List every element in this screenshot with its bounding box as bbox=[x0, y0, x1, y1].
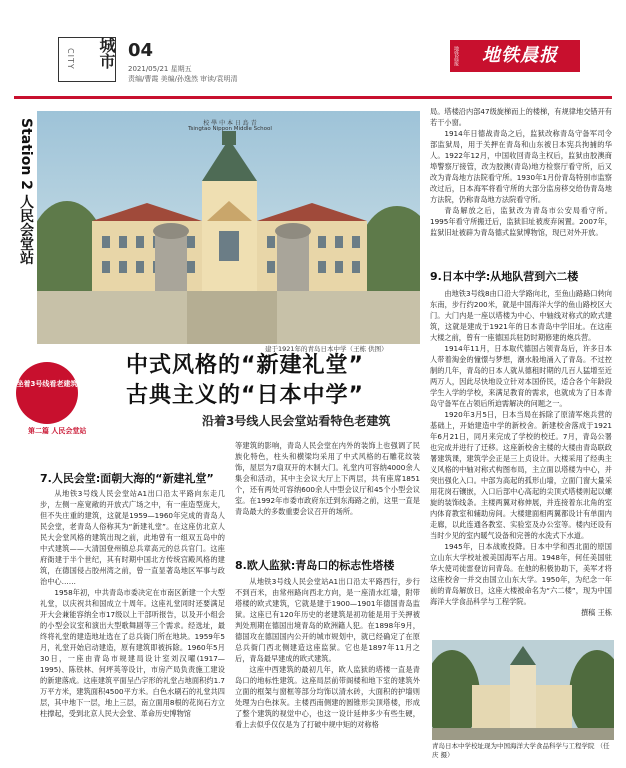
brand-side-label: 地铁晨报 bbox=[450, 40, 460, 72]
paragraph: 1945年，日本战败投降。日本中学和西北面的原国立山东大学校址被美国海军占用。1948年，何任美国驻华大使司徒雷登访问青岛。在他的积极协助下，美军才将这座校舍一并交由国立山东大学。1950年，为纪念一年前的青岛解放日，这座大楼被命名为“六二楼”，现为中国海洋大学食品科学与工程学院。 bbox=[430, 542, 612, 606]
photo-credit: 建于1921年的青岛日本中学（王栋 供图） bbox=[265, 345, 388, 353]
paragraph: 1914年日德战青岛之后，监狱改称青岛守备军司令部监狱局，用于关押在青岛和山东被日本宪兵拘捕的华人。1922年12月，中国收回青岛主权后，监狱由胶澳商埠警察厅接管，改为胶澳(青岛)地方检察厅看守所，后又改为青岛地方法院看守所。1930年1月份青岛特别市监察改过后，日本海军将看守所的大部分监房移交给伪青岛地方法院，仍称青岛地方法院看守所。 bbox=[430, 129, 612, 204]
header-rule bbox=[14, 96, 612, 99]
photo-sign-en: Tsingtao Nippon Middle School bbox=[188, 126, 272, 132]
section-heading-9: 9.日本中学:从地队营到六二楼 bbox=[430, 270, 579, 283]
section-heading-8: 8.欧人监狱:青岛口的标志性塔楼 bbox=[235, 559, 395, 572]
headline-line1: 中式风格的“新建礼堂” bbox=[126, 353, 364, 378]
campus-photo-caption bbox=[432, 742, 614, 760]
staff-line: 责编/曹霞 美编/孙逸然 审读/袁明清 bbox=[128, 75, 238, 83]
paragraph: 局。塔楼沿内部47级旋梯而上的楼梯，有规律地交错开有若干小窗。 bbox=[430, 107, 612, 127]
author-line: 撰稿 王栋 bbox=[580, 608, 612, 617]
station-label: Station 2 人民会堂站 bbox=[18, 118, 34, 265]
photo-sign-zh: 校 學 中 本 日 島 青 bbox=[203, 120, 257, 127]
col1-body bbox=[40, 488, 225, 763]
paragraph: 从地铁3号线人民会堂站A1出口沿太平路向东走几步，左侧一座宽敞的开放式广场之中，有一座造型庞大，但不失庄重的建筑，这就是1959—1960年完成的青岛人民会堂，老青岛人俗称其为“新建礼堂”。在这座仿北京人民大会堂风格的建筑出现之前，此地曾有一组双五岛中的中式建筑——大清国登州镇总兵章高元的总兵官门。这座府衙建于半个世纪，其有时期中国北方传统宫殿风格的建筑，在德国侵占胶州湾之前，曾一直显著岛地区军事与政治中心…… bbox=[40, 489, 225, 586]
series-subtitle: 第二篇 人民会堂站 bbox=[28, 427, 87, 435]
paragraph: 1920年3月5日，日本当局在拆除了原清军炮兵营的基础上，开始建造中学的新校舍。新建校舍落成于1921年6月21日，同月来完成了学校的校迁。7月，青岛公署也完成并进行了迁移。这座新校舍主楼的大楼由青岛联政署建筑课，建筑学会正是三上贞设计。大楼采用了经典主义风格的中轴对称式构图布局，主立面以塔楼为中心，并突出强化入口。中部为高起的孤形山墙，立面门窗大量采用花岗石镶嵌，入口后部中心高起的尖顶式塔楼则起以螺旋的装饰线条。主楼两翼对称伸展，并连接着东北角的室内体育教室和辅助房间。大楼建面相两翼都设计有单面内走廊，以此连通各教室、实验室及办公室等。楼内还设有当时少见的室内暖气设备和完善的水洗式下水道。 bbox=[430, 410, 612, 540]
paragraph: 1914年11月，日本取代德国占领青岛后，许多日本人带着淘金的憧憬与梦想，潮水般地涌入了青岛。不过控制的几年，青岛的日本人就从德租时期的几百人猛增至近两万人，因此尽快地设立针对本国侨民，适合各个年龄段学生入学的学校，来满足教育的需求，也就成为了日本青岛守备军在占领后所迫需解决的问题之一。 bbox=[430, 344, 612, 408]
school-illustration bbox=[37, 111, 420, 344]
right-col-top bbox=[430, 106, 612, 238]
series-badge: 坐着3号线看老建筑 bbox=[16, 362, 78, 424]
right-col-body bbox=[430, 288, 612, 634]
paragraph: 由地铁3号线8由口沿大学路向北，至鱼山路路口转向东南，步行约200米，就是中国海洋大学的鱼山路校区大门。大门内是一座以塔楼为中心、中轴线对称式的欧式建筑，这就是建成于1921年的日本青岛中学旧址。在这座大楼之前，曾有一座德国兵驻防时期修建的炮兵营。 bbox=[430, 289, 612, 342]
historic-school-photo bbox=[37, 111, 420, 344]
section-heading-7: 7.人民会堂:面朝大海的“新建礼堂” bbox=[40, 472, 214, 485]
col2-top bbox=[235, 440, 420, 550]
headline-subtitle: 沿着3号线人民会堂站看特色老建筑 bbox=[202, 414, 391, 428]
headline-line2: 古典主义的“日本中学” bbox=[126, 383, 364, 408]
section-title: 城市 bbox=[97, 37, 116, 69]
date-line: 2021/05/21 星期五 bbox=[128, 65, 192, 73]
paragraph: 1958年初，中共青岛市委决定在市南区新建一个大型礼堂，以庆祝共和国成立十周年。这座礼堂同时还要满足开大会兼能容纳全市17级以上干部听报告，以及开小组会的小型会议室和演出大型歌舞剧等三个需求。经选址，最终将礼堂的建造地址选在了总兵衙门所在地块。1959年5月，礼堂开始启动建造，原有建筑即被拆除。1960年5月30日，一座由青岛市规建局设计室刘汉曜(1917—1995)、陈铁林、何坪英等设计，市房产局负责施工建设的新建落成。这座建筑平面呈凸字形的礼堂占地面积约1.7万平方米，建筑面积4500平方米。白色水刷石的礼堂共四层，其中地下一层，地上三层，南立面用8根的花岗石方立柱撑起，受到北京人民大会堂、革命历史博物馆 bbox=[40, 588, 225, 718]
campus-photo bbox=[432, 640, 614, 740]
caption-credit: （任庆 摄） bbox=[432, 742, 610, 759]
campus-illustration bbox=[432, 640, 614, 740]
paragraph: 从地铁3号线人民会堂站A1出口沿太平路西行，步行不到百米，由常州路向西北方向，是一座清水红墙，附带塔楼的欧式建筑，它就是建于1900—1901年德国青岛监狱。这座已有120年历史的老建筑是初功能是用于关押被判处刑期在德国出境青岛的欧洲籍人犯。在1898年9月，德国攻在德国国内公开的城市规划中，就已经确定了在原总兵衙门西北侧建造这座监狱。它也是1897年11月之后，青岛最早建成的欧式建筑。 bbox=[235, 577, 420, 663]
paragraph: 等建筑的影响，青岛人民会堂在内外的装饰上也强调了民族化特色，柱头和横梁均采用了中式风格的石雕花纹装饰，屋层为7扇双开的木制大门。礼堂内可容纳4000余人集会和活动，其中主会议大厅上下两层，共有座席1851个，还有两处可容纳600余人中型会议厅和45个小型会议室。在1992年市委市政府东迁到东海路之前，这里一直是青岛最大的多数重要会议召开的场所。 bbox=[235, 441, 420, 516]
col2-body bbox=[235, 576, 420, 764]
section-title-en: CITY bbox=[66, 48, 75, 70]
page-number: 04 bbox=[128, 40, 154, 61]
caption-text: 青岛日本中学校址现为中国海洋大学食品科学与工程学院 bbox=[432, 742, 595, 750]
paragraph: 这座中西建筑的最初几年，欧人监狱的塔楼一直是青岛口的地标性建筑。这座局层前带阁楼和地下室的建筑外立面的框架与窗框等部分均饰以清水砖，大面积的护墙则处理为白色抹灰。主楼西南侧建的圆锥形尖顶塔楼，形成了整个建筑的视觉中心，也这一设计延伸多少有些生硬，看上去似乎仅仅是为了打破中规中矩的对称格 bbox=[235, 665, 420, 729]
paragraph: 青岛解放之后，监狱改为青岛市公安局看守所。1995年看守所搬迁后，监狱旧址被废弃闲置。2007年，监狱旧址被辟为青岛德式监狱博物馆，现已对外开放。 bbox=[430, 206, 612, 237]
brand-logo: 地铁晨报 bbox=[460, 40, 580, 72]
